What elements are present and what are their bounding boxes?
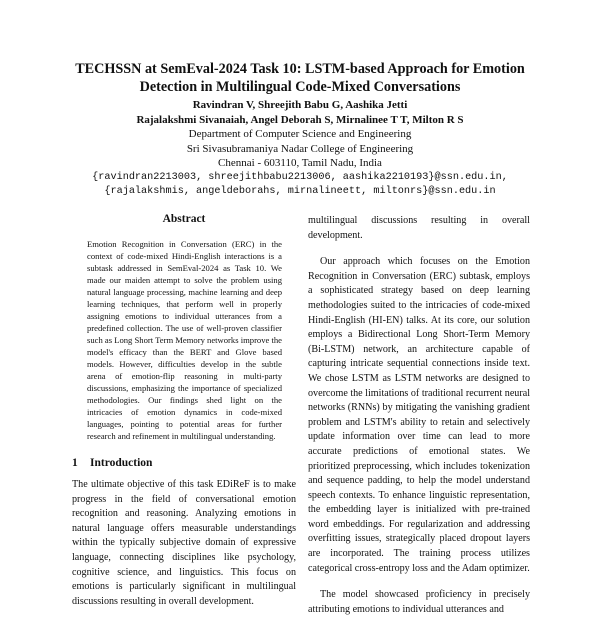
authors-line-2: Rajalakshmi Sivanaiah, Angel Deborah S, Mirnalinee T T, Milton R S: [136, 113, 464, 126]
section-title: Introduction: [90, 457, 153, 469]
title-line-1: TECHSSN at SemEval-2024 Task 10: LSTM-based Approach for Emotion: [75, 61, 525, 77]
introduction-continuation: multilingual discussions resulting in overall development.: [308, 215, 530, 241]
emails-line-2: {rajalakshmis, angeldeborahs, mirnalineett, miltonrs}@ssn.edu.in: [104, 186, 496, 197]
affiliation-department: Department of Computer Science and Engineering: [188, 128, 412, 140]
title-line-2: Detection in Multilingual Code-Mixed Conversations: [139, 79, 461, 95]
left-column: [72, 212, 296, 609]
paper-title: [40, 60, 560, 96]
right-column: [308, 214, 530, 617]
authors-line-1: Ravindran V, Shreejith Babu G, Aashika Jetti: [192, 99, 408, 111]
author-block: [40, 98, 560, 200]
affiliation-city: Chennai - 603110, Tamil Nadu, India: [218, 157, 382, 169]
emails-line-1: {ravindran2213003, shreejithbabu2213006, aashika2210193}@ssn.edu.in,: [92, 171, 508, 183]
section-heading-introduction: [72, 456, 296, 470]
introduction-paragraph-1: The ultimate objective of this task EDiReF is to make progress in the field of conversational emotion recognition and reasoning. Analyzing emotions in natural language offers measurable understandings within the typically subjective domain of expressive language, connecting disciplines like psychology, cognitive science, and linguistics. This focus on emotions is particularly significant in multilingual discussions resulting in overall development.: [72, 479, 296, 607]
introduction-paragraph-2: Our approach which focuses on the Emotion Recognition in Conversation (ERC) subtask, employs a sophisticated strategy based on deep learning methodologies suited to the intricacies of code-mixed Hindi-English (HI-EN) talks. At its core, our solution employs a Bidirectional Long Short-Term Memory (Bi-LSTM) network, an architecture capable of capturing intricate sequential connections inside text. We chose LSTM as LSTM networks are designed to overcome the limitations of traditional recurrent neural networks (RNNs) by mitigating the vanishing gradient problem and LSTM's ability to retain and selectively update information over time can lead to more accurate predictions of emotional states. We prioritized preprocessing, which includes tokenization and sequence padding, to help the model understand speech contexts. To enhance linguistic representation, the embedding layer is initialized with pre-trained word embeddings. For regularization and addressing overfitting issues, strategically placed dropout layers are incorporated. The training process utilizes categorical cross-entropy loss and the Adam optimizer.: [308, 256, 530, 574]
abstract-text: Emotion Recognition in Conversation (ERC) in the context of code-mixed Hindi-English interactions is a subtask addressed in SemEval-2024 as Task 10. We made our maiden attempt to solve the problem using natural language processing, machine learning and deep learning techniques, that perform well in properly assigning emotions to individual utterances from a predefined collection. The use of well-proven classifier such as Long Short Term Memory networks improve the model's efficacy than the BERT and Glove based models. However, difficulties develop in the subtle arena of emotion-flip reasoning in multi-party discussions, emphasizing the importance of specialized methodologies. Our findings shed light on the intricacies of emotion dynamics in code-mixed languages, pointing to potential areas for further research and refinement in multilingual understanding.: [87, 239, 282, 441]
introduction-paragraph-3: The model showcased proficiency in precisely attributing emotions to individual utterances and: [308, 589, 530, 615]
abstract-heading: Abstract: [162, 213, 206, 225]
affiliation-college: Sri Sivasubramaniya Nadar College of Engineering: [186, 142, 414, 155]
section-number: 1: [72, 457, 78, 469]
